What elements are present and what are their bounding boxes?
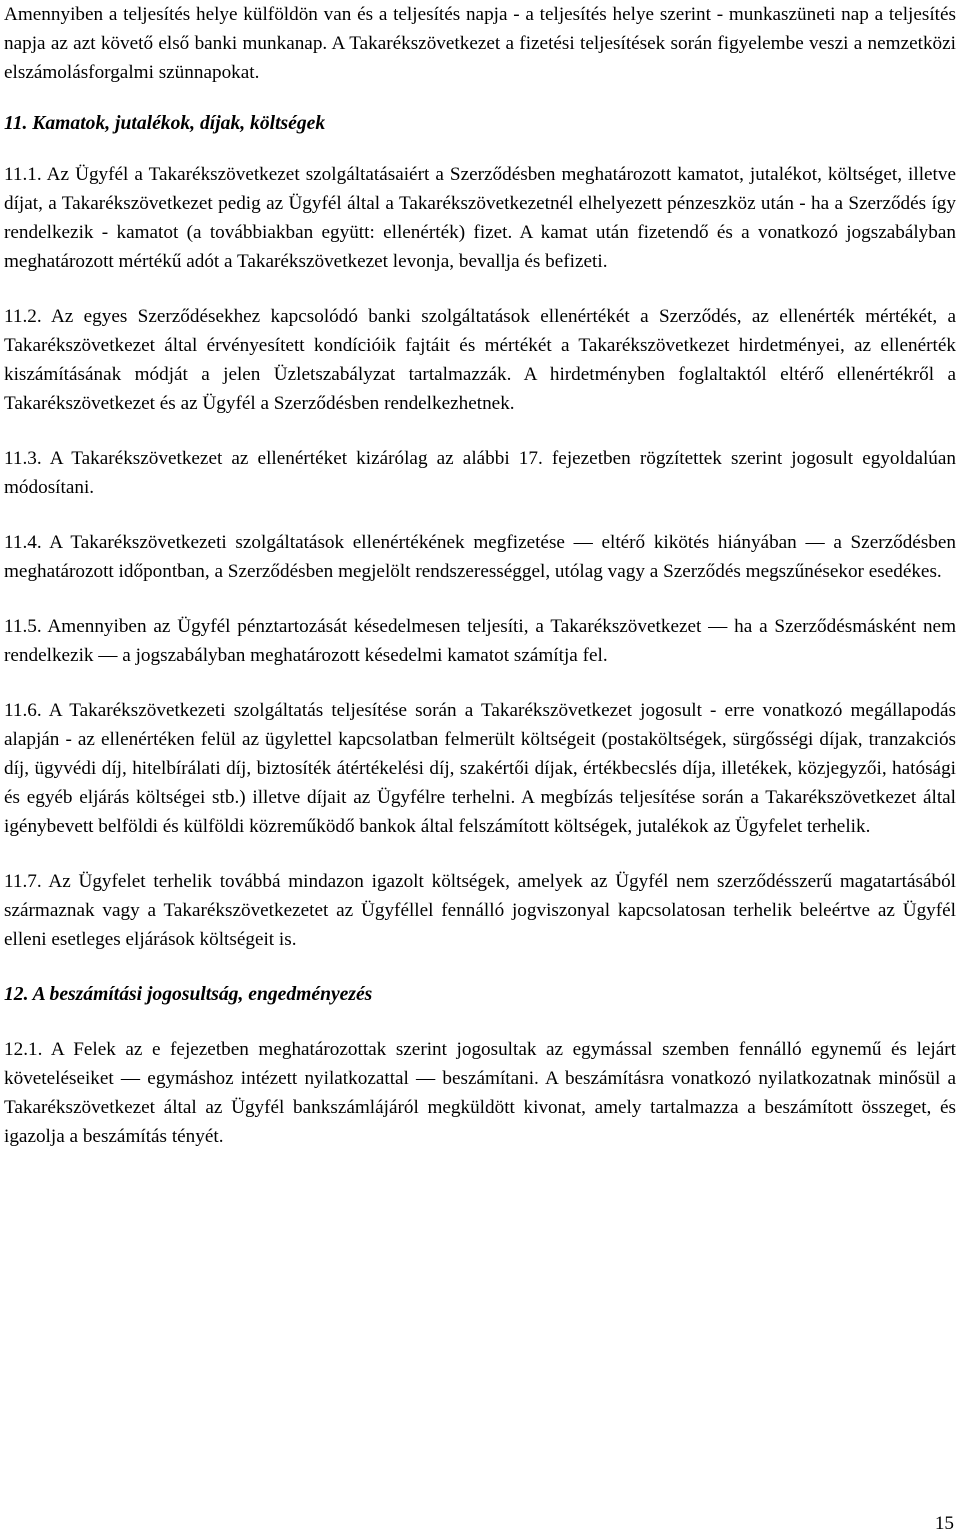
paragraph-11-6: 11.6. A Takarékszövetkezeti szolgáltatás teljesítése során a Takarékszövetkezet jogosult - erre vonatkozó megállapodás alapján - az ellenértéken felül az ügylettel kapcsolatban felmerült költségeit (postaköltségek, sürgősségi díjak, tranzakciós díj, ügyvédi díj, hitelbírálati díj, biztosíték átértékelési díj, szakértői díjak, értékbecslés díja, illetékek, közjegyzői, hatósági és egyéb eljárás költségei stb.) illetve díjait az Ügyfélre terhelni. A megbízás teljesítése során a Takarékszövetkezet által igénybevett belföldi és külföldi közreműködő bankok által felszámított költségek, jutalékok az Ügyfelet terhelik. [4,700,956,837]
section-12-heading: 12. A beszámítási jogosultság, engedményezés [4,984,373,1005]
paragraph-11-4: 11.4. A Takarékszövetkezeti szolgáltatások ellenértékének megfizetése — eltérő kikötés hiányában — a Szerződésben meghatározott időpontban, a Szerződésben megjelölt rendszerességgel, utólag vagy a Szerződés megszűnésekor esedékes. [4,532,956,582]
paragraph-12-1: 12.1. A Felek az e fejezetben meghatározottak szerint jogosultak az egymással szemben fennálló egynemű és lejárt követeléseiket — egymáshoz intézett nyilatkozattal — beszámítani. A beszámításra vonatkozó nyilatkozatnak minősül a Takarékszövetkezet által az Ügyfél bankszámlájáról megküldött kivonat, amely tartalmazza a beszámított összeget, és igazolja a beszámítás tényét. [4,1039,956,1147]
paragraph-11-7: 11.7. Az Ügyfelet terhelik továbbá mindazon igazolt költségek, amelyek az Ügyfél nem szerződésszerű magatartásából származnak vagy a Takarékszövetkezetet az Ügyféllel fennálló jogviszonyal kapcsolatosan terhelik beleértve az Ügyfél elleni esetleges eljárások költségeit is. [4,871,956,950]
paragraph-11-1: 11.1. Az Ügyfél a Takarékszövetkezet szolgáltatásaiért a Szerződésben meghatározott kamatot, jutalékot, költséget, illetve díjat, a Takarékszövetkezet pedig az Ügyfél által a Takarékszövetkezetnél elhelyezett pénzeszköz után - ha a Szerződés így rendelkezik - kamatot (a továbbiakban együtt: ellenérték) fizet. A kamat után fizetendő és a vonatkozó jogszabályban meghatározott mértékű adót a Takarékszövetkezet levonja, bevallja és befizeti. [4,164,956,272]
document-page [4,0,956,1151]
paragraph-11-5: 11.5. Amennyiben az Ügyfél pénztartozását késedelmesen teljesíti, a Takarékszövetkezet — ha a Szerződésmásként nem rendelkezik — a jogszabályban meghatározott késedelmi kamatot számítja fel. [4,616,956,666]
paragraph-11-2: 11.2. Az egyes Szerződésekhez kapcsolódó banki szolgáltatások ellenértékét a Szerződés, az ellenérték mértékét, a Takarékszövetkezet által érvényesített kondícióik fajtáit és mértékét a Takarékszövetkezet hirdetményei, az ellenérték kiszámításának módját a jelen Üzletszabályzat tartalmazzák. A hirdetményben foglaltaktól eltérő ellenértékről a Takarékszövetkezet és az Ügyfél a Szerződésben rendelkezhetnek. [4,306,956,414]
intro-paragraph: Amennyiben a teljesítés helye külföldön van és a teljesítés napja - a teljesítés helye szerint - munkaszüneti nap a teljesítés napja az azt követő első banki munkanap. A Takarékszövetkezet a fizetési teljesítések során figyelembe veszi a nemzetközi elszámolásforgalmi szünnapokat. [4,4,956,83]
page-number: 15 [934,1513,954,1534]
section-11-heading: 11. Kamatok, jutalékok, díjak, költségek [4,113,326,134]
paragraph-11-3: 11.3. A Takarékszövetkezet az ellenértéket kizárólag az alábbi 17. fejezetben rögzítettek szerint jogosult egyoldalúan módosítani. [4,448,956,498]
